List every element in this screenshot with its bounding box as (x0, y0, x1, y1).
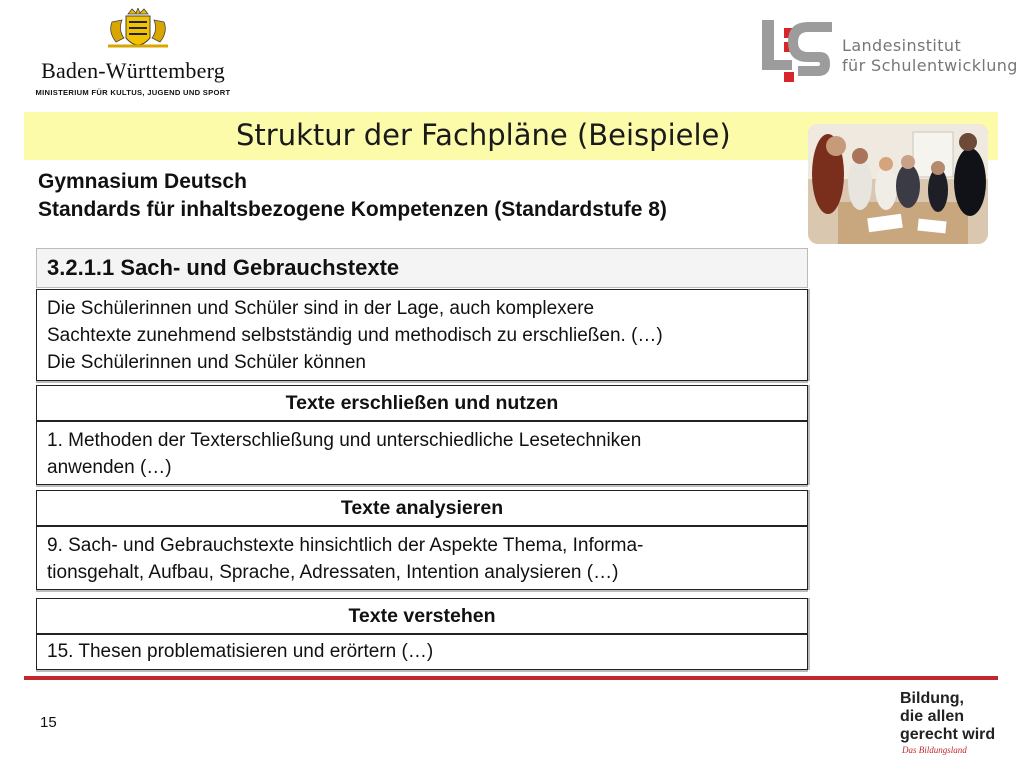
group-heading: Texte analysieren (340, 497, 504, 519)
content-line: tionsgehalt, Aufbau, Sprache, Adressaten, Intention analysieren (…) (47, 562, 619, 583)
group-heading-box (36, 385, 808, 421)
group-heading: Texte verstehen (348, 605, 496, 627)
group-heading: Texte erschließen und nutzen (285, 392, 559, 414)
classroom-photo-image (808, 124, 988, 244)
coat-of-arms-icon (98, 8, 178, 54)
ls-name-line1: Landesinstitut (842, 36, 962, 55)
bw-logo (28, 8, 258, 98)
group-heading-box (36, 490, 808, 526)
content-line: 9. Sach- und Gebrauchstexte hinsichtlich der Aspekte Thema, Informa- (47, 535, 644, 556)
subtitle-line2: Standards für inhaltsbezogene Kompetenzen (Standardstufe 8) (38, 198, 667, 221)
slide-title: Struktur der Fachpläne (Beispiele) (236, 118, 731, 152)
intro-line: Sachtexte zunehmend selbstständig und methodisch zu erschließen. (…) (47, 325, 663, 346)
slogan-line3: gerecht wird (900, 726, 996, 743)
slogan-tagline: Das Bildungsland (902, 745, 967, 755)
page-number: 15 (40, 714, 57, 731)
group-content-box (36, 421, 808, 485)
group-content (37, 527, 807, 591)
group-content (37, 635, 807, 670)
ls-name-line2: für Schulentwicklung (842, 56, 1018, 75)
intro-line: Die Schülerinnen und Schüler können (47, 352, 366, 373)
section-header (36, 248, 808, 288)
intro-text (37, 290, 807, 381)
group-content-box (36, 634, 808, 670)
slogan-line1: Bildung, (900, 690, 964, 707)
bw-ministry: MINISTERIUM FÜR KULTUS, JUGEND UND SPORT (35, 88, 231, 97)
section-title: 3.2.1.1 Sach- und Gebrauchstexte (47, 255, 400, 280)
footer-divider (24, 676, 998, 680)
bw-name: Baden-Württemberg (41, 58, 225, 83)
group-content-box (36, 526, 808, 590)
ls-mark-icon (762, 18, 838, 84)
content-line: 1. Methoden der Texterschließung und unterschiedliche Lesetechniken (47, 430, 642, 451)
slogan-line2: die allen (900, 708, 965, 725)
group-heading-box (36, 598, 808, 634)
subtitle-line1: Gymnasium Deutsch (38, 170, 247, 193)
content-line: 15. Thesen problematisieren und erörtern (…) (47, 641, 434, 662)
classroom-photo (808, 124, 988, 244)
intro-box (36, 289, 808, 381)
content-line: anwenden (…) (47, 457, 172, 478)
intro-line: Die Schülerinnen und Schüler sind in der Lage, auch komplexere (47, 298, 595, 319)
ls-logo (762, 18, 1018, 88)
group-content (37, 422, 807, 486)
